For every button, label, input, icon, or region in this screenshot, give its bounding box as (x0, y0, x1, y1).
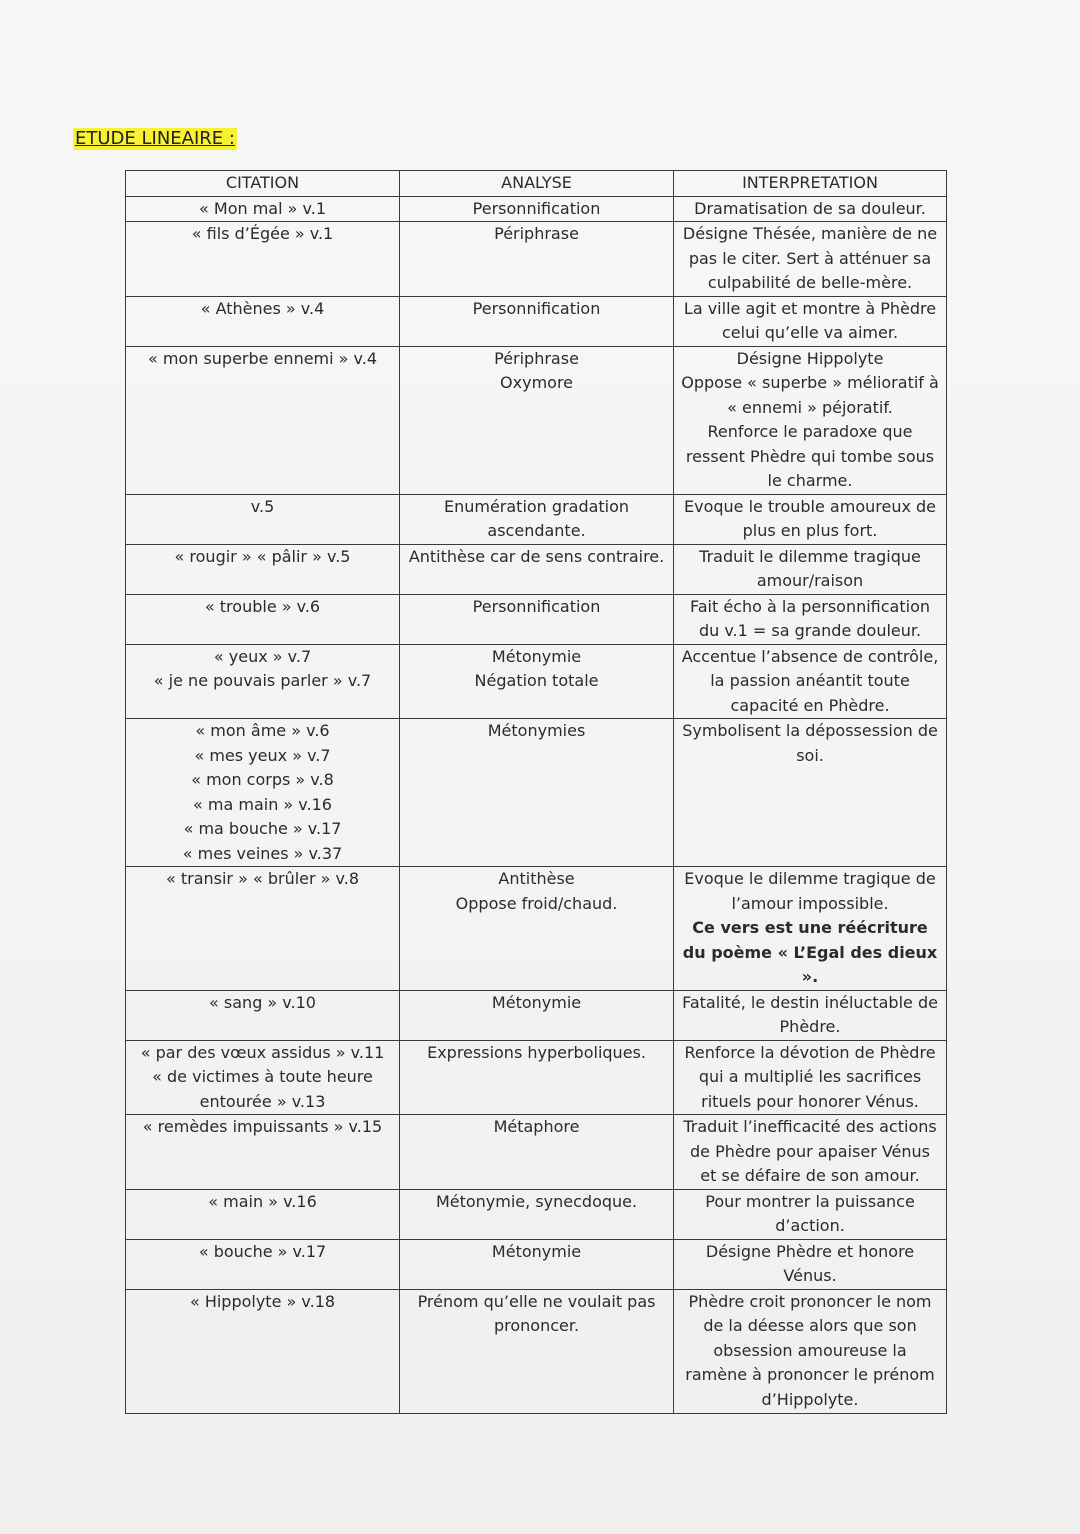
linear-study-table (125, 170, 947, 1414)
cell-interpretation: Renforce la dévotion de Phèdre qui a multiplié les sacrifices rituels pour honorer Vénus. (674, 1040, 947, 1115)
cell-interpretation: Traduit l’inefficacité des actions de Phèdre pour apaiser Vénus et se défaire de son amour. (674, 1115, 947, 1190)
table-row (126, 867, 947, 991)
cell-analyse: Prénom qu’elle ne voulait pas prononcer. (400, 1289, 674, 1413)
cell-citation: « trouble » v.6 (126, 594, 400, 644)
cell-citation: « main » v.16 (126, 1189, 400, 1239)
cell-analyse: Personnification (400, 196, 674, 222)
cell-citation: « mon superbe ennemi » v.4 (126, 346, 400, 494)
cell-citation: « par des vœux assidus » v.11 « de victimes à toute heure entourée » v.13 (126, 1040, 400, 1115)
cell-analyse: Périphrase (400, 222, 674, 297)
table-row (126, 990, 947, 1040)
table-row (126, 346, 947, 494)
cell-interpretation: Symbolisent la dépossession de soi. (674, 719, 947, 867)
cell-analyse: Enumération gradation ascendante. (400, 494, 674, 544)
header-row (126, 171, 947, 197)
cell-analyse: Expressions hyperboliques. (400, 1040, 674, 1115)
cell-citation: « Mon mal » v.1 (126, 196, 400, 222)
cell-citation: « Athènes » v.4 (126, 296, 400, 346)
table-row (126, 196, 947, 222)
cell-citation: « yeux » v.7 « je ne pouvais parler » v.7 (126, 644, 400, 719)
cell-interpretation: Fatalité, le destin inéluctable de Phèdre. (674, 990, 947, 1040)
table-row (126, 222, 947, 297)
cell-analyse: Métonymies (400, 719, 674, 867)
cell-interpretation: Désigne Phèdre et honore Vénus. (674, 1239, 947, 1289)
table-row (126, 1289, 947, 1413)
cell-interpretation: Accentue l’absence de contrôle, la passion anéantit toute capacité en Phèdre. (674, 644, 947, 719)
cell-interpretation: Fait écho à la personnification du v.1 = sa grande douleur. (674, 594, 947, 644)
table-row (126, 544, 947, 594)
table-row (126, 494, 947, 544)
cell-analyse: Métaphore (400, 1115, 674, 1190)
cell-citation: « transir » « brûler » v.8 (126, 867, 400, 991)
cell-interpretation: Dramatisation de sa douleur. (674, 196, 947, 222)
cell-citation: « mon âme » v.6 « mes yeux » v.7 « mon corps » v.8 « ma main » v.16 « ma bouche » v.17 « mes veines » v.37 (126, 719, 400, 867)
cell-interpretation: Traduit le dilemme tragique amour/raison (674, 544, 947, 594)
cell-analyse: Métonymie Négation totale (400, 644, 674, 719)
cell-citation: « fils d’Égée » v.1 (126, 222, 400, 297)
interpretation-bold-text: Ce vers est une réécriture du poème « L’Egal des dieux ». (682, 918, 938, 986)
cell-analyse: Antithèse car de sens contraire. (400, 544, 674, 594)
cell-analyse: Antithèse Oppose froid/chaud. (400, 867, 674, 991)
cell-citation: v.5 (126, 494, 400, 544)
interpretation-text: Evoque le dilemme tragique de l’amour impossible. (684, 869, 936, 913)
cell-interpretation: Désigne Thésée, manière de ne pas le citer. Sert à atténuer sa culpabilité de belle-mère. (674, 222, 947, 297)
header-interpretation: INTERPRETATION (674, 171, 947, 197)
table-row (126, 1040, 947, 1115)
header-citation: CITATION (126, 171, 400, 197)
cell-citation: « sang » v.10 (126, 990, 400, 1040)
cell-analyse: Métonymie (400, 1239, 674, 1289)
cell-interpretation: Désigne Hippolyte Oppose « superbe » mélioratif à « ennemi » péjoratif. Renforce le paradoxe que ressent Phèdre qui tombe sous le charme. (674, 346, 947, 494)
header-analyse: ANALYSE (400, 171, 674, 197)
table-row (126, 644, 947, 719)
cell-citation: « rougir » « pâlir » v.5 (126, 544, 400, 594)
cell-analyse: Personnification (400, 594, 674, 644)
cell-interpretation: La ville agit et montre à Phèdre celui qu’elle va aimer. (674, 296, 947, 346)
cell-analyse: Périphrase Oxymore (400, 346, 674, 494)
table-row (126, 1239, 947, 1289)
cell-interpretation (674, 867, 947, 991)
cell-analyse: Métonymie (400, 990, 674, 1040)
cell-interpretation: Pour montrer la puissance d’action. (674, 1189, 947, 1239)
cell-interpretation: Phèdre croit prononcer le nom de la déesse alors que son obsession amoureuse la ramène à prononcer le prénom d’Hippolyte. (674, 1289, 947, 1413)
table-row (126, 1189, 947, 1239)
page-title: ETUDE LINEAIRE : (75, 128, 235, 149)
table-row (126, 594, 947, 644)
cell-citation: « Hippolyte » v.18 (126, 1289, 400, 1413)
table-row (126, 1115, 947, 1190)
cell-citation: « bouche » v.17 (126, 1239, 400, 1289)
cell-interpretation: Evoque le trouble amoureux de plus en plus fort. (674, 494, 947, 544)
cell-analyse: Métonymie, synecdoque. (400, 1189, 674, 1239)
cell-analyse: Personnification (400, 296, 674, 346)
cell-citation: « remèdes impuissants » v.15 (126, 1115, 400, 1190)
table-row (126, 719, 947, 867)
table-row (126, 296, 947, 346)
